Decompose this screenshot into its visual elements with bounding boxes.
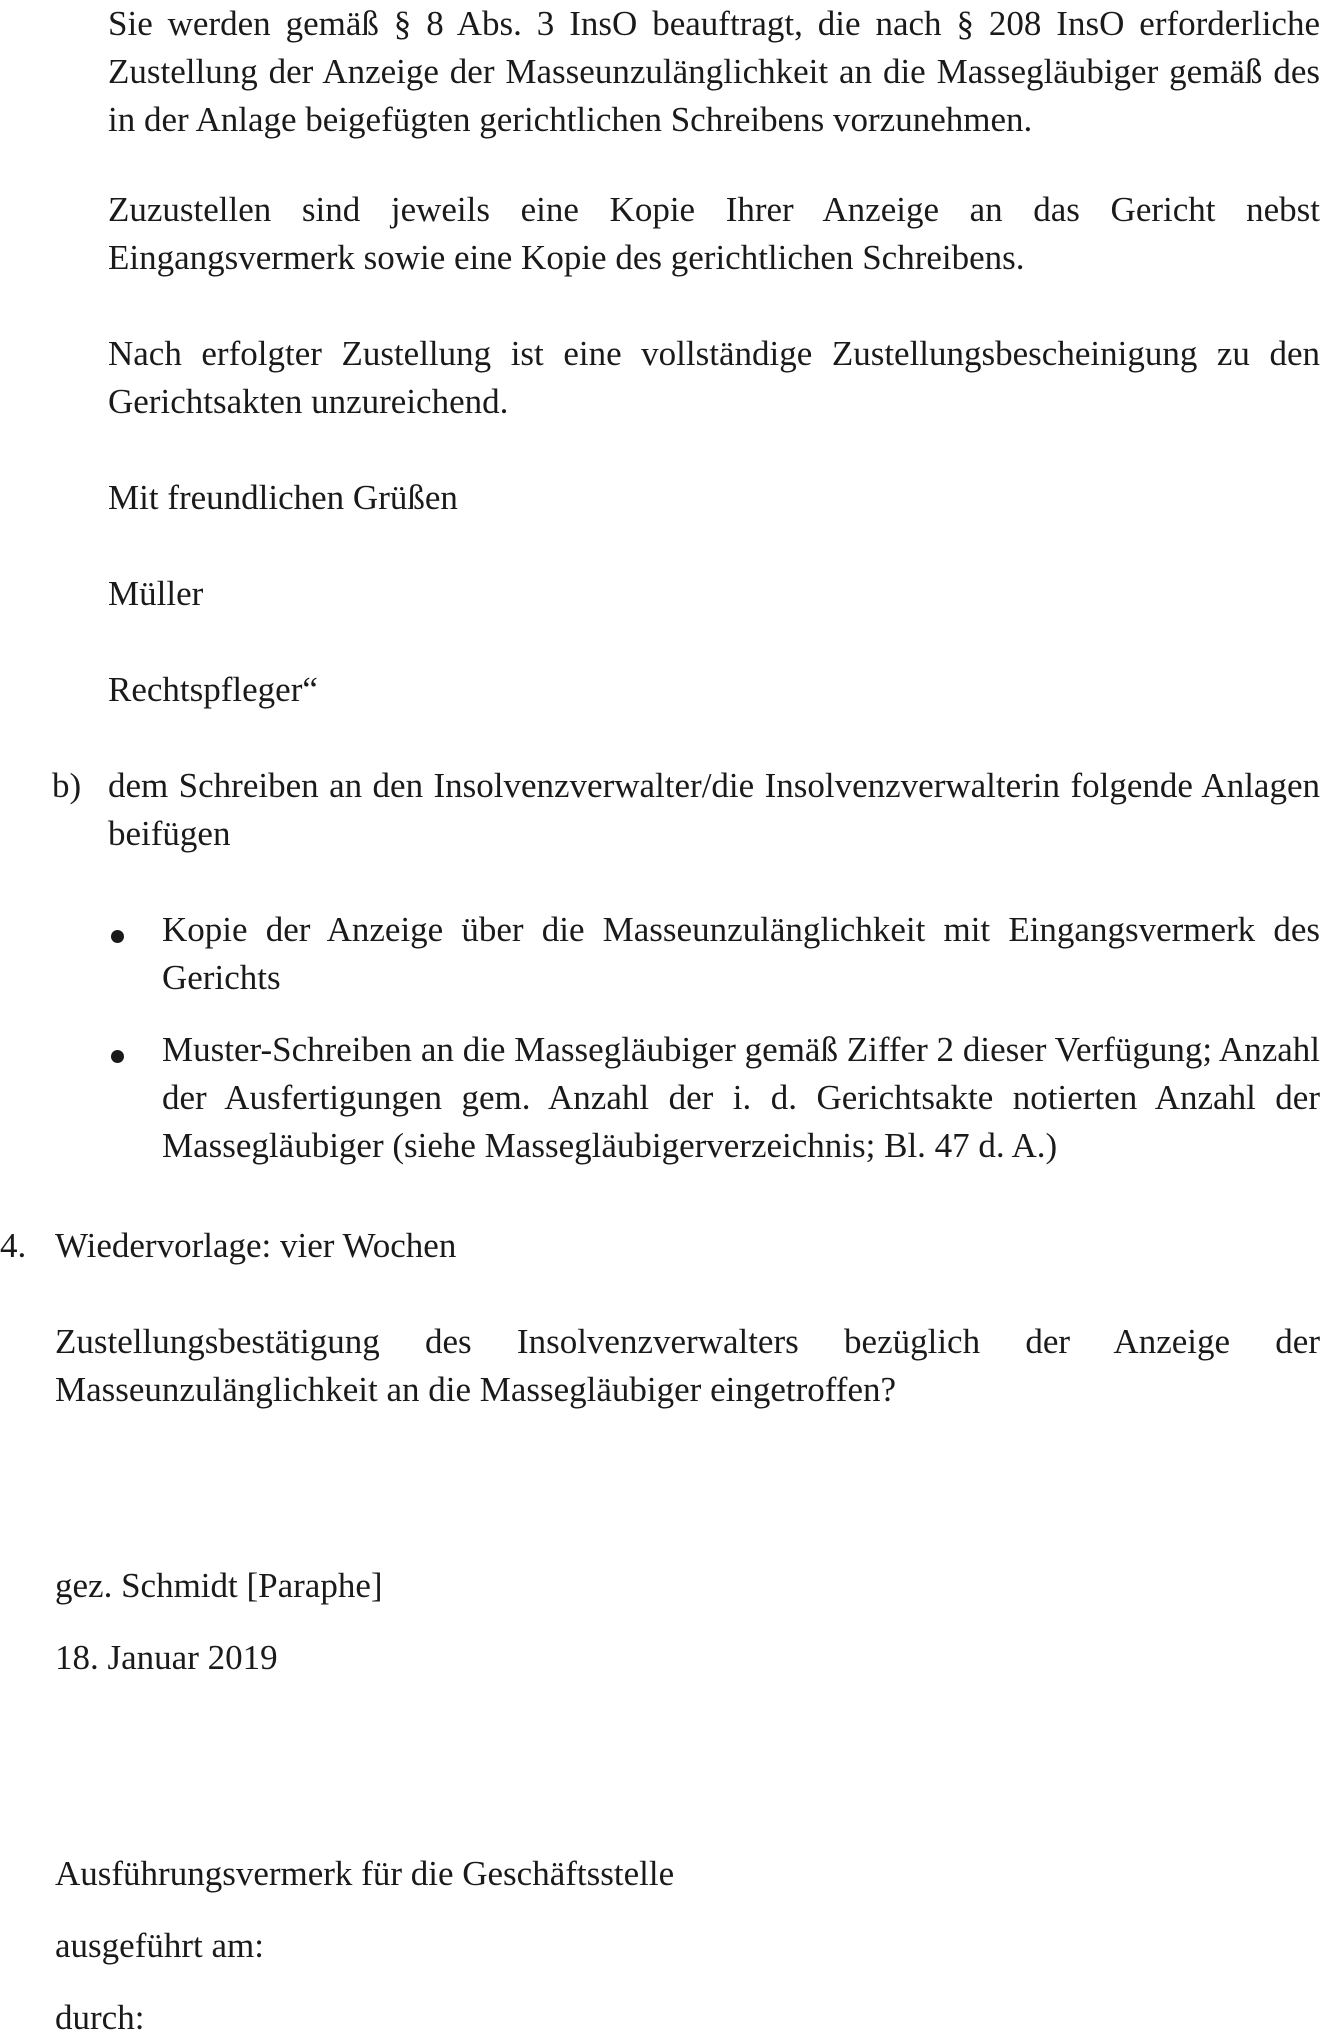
bullet-dot-icon — [111, 930, 124, 943]
execution-note-by: durch: — [55, 1998, 145, 2037]
execution-note-title: Ausführungsvermerk für die Geschäftsstelle — [55, 1854, 675, 1893]
item-4-label: 4. — [0, 1226, 27, 1265]
quote-signer: Müller — [108, 574, 204, 613]
signature-line: gez. Schmidt [Paraphe] — [55, 1566, 383, 1605]
item-4-text: Wiedervorlage: vier Wochen — [55, 1226, 457, 1265]
quote-paragraph-1: Sie werden gemäß § 8 Abs. 3 InsO beauftragt, die nach § 208 InsO erforderliche Zustellung der Anzeige der Masseunzulänglichkeit an die Massegläubiger gemäß des in der Anlage beigefügten gerichtlichen Schreibens vorzunehmen. — [108, 4, 1320, 139]
quote-paragraph-2: Zuzustellen sind jeweils eine Kopie Ihrer Anzeige an das Gericht nebst Eingangsvermerk sowie eine Kopie des gerichtlichen Schreibens. — [108, 190, 1320, 277]
item-b-label: b) — [52, 766, 82, 805]
item-b-text: dem Schreiben an den Insolvenzverwalter/die Insolvenzverwalterin folgende Anlagen beifügen — [108, 766, 1320, 853]
quote-greeting: Mit freundlichen Grüßen — [108, 478, 458, 517]
signature-date: 18. Januar 2019 — [55, 1638, 278, 1677]
bullet-item-1: Kopie der Anzeige über die Masseunzulänglichkeit mit Eingangsvermerk des Gerichts — [162, 910, 1320, 997]
quote-paragraph-3: Nach erfolgter Zustellung ist eine vollständige Zustellungsbescheinigung zu den Gerichtsakten unzureichend. — [108, 334, 1320, 421]
execution-note-executed-on: ausgeführt am: — [55, 1926, 264, 1965]
quote-signer-role: Rechtspfleger“ — [108, 670, 318, 709]
bullet-item-2: Muster-Schreiben an die Massegläubiger gemäß Ziffer 2 dieser Verfügung; Anzahl der Ausfertigungen gem. Anzahl der i. d. Gerichtsakte notierten Anzahl der Massegläubiger (siehe Massegläubigerverzeichnis; Bl. 47 d. A.) — [162, 1030, 1320, 1165]
bullet-dot-icon — [111, 1050, 124, 1063]
item-4-question: Zustellungsbestätigung des Insolvenzverwalters bezüglich der Anzeige der Masseunzulänglichkeit an die Massegläubiger eingetroffen? — [55, 1322, 1320, 1409]
